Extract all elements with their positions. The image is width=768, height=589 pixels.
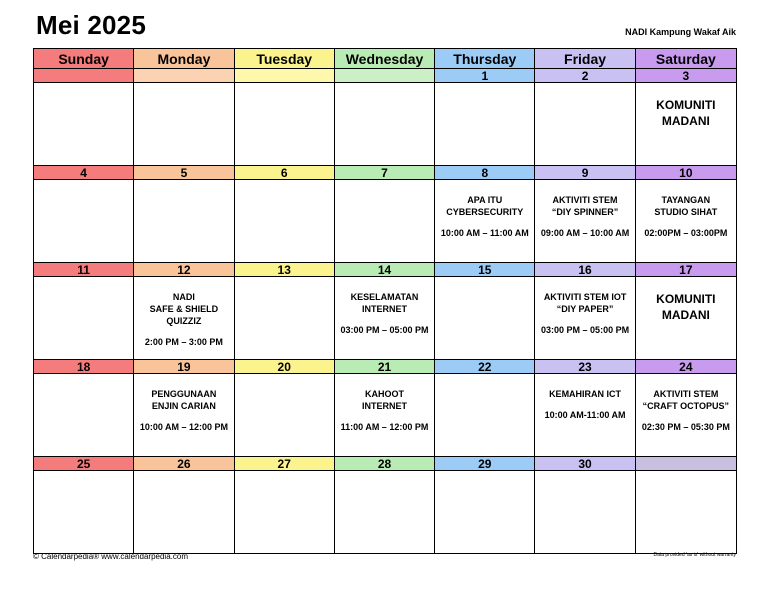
day-body: [134, 180, 233, 262]
event-time: 10:00 AM-11:00 AM: [544, 410, 626, 420]
event-title: AKTIVITI STEM “CRAFT OCTOPUS”: [642, 389, 730, 411]
day-body: [636, 180, 736, 262]
event-title: KOMUNITI MADANI: [656, 292, 716, 322]
week-row: [34, 360, 736, 457]
week-row: [34, 166, 736, 263]
day-number: [134, 69, 233, 83]
day-number: 6: [235, 166, 334, 180]
day-number: 13: [235, 263, 334, 277]
day-cell[interactable]: [34, 457, 134, 553]
weekday-saturday: Saturday: [636, 49, 736, 68]
calendar-weeks: [34, 69, 736, 553]
day-number: 9: [535, 166, 634, 180]
day-body: [134, 471, 233, 553]
day-body: [636, 277, 736, 359]
day-number: 18: [34, 360, 133, 374]
day-cell[interactable]: [34, 69, 134, 165]
day-number: 26: [134, 457, 233, 471]
day-cell[interactable]: [34, 166, 134, 262]
day-cell[interactable]: [535, 360, 635, 456]
day-body: [34, 83, 133, 165]
day-number: 10: [636, 166, 736, 180]
week-row: [34, 69, 736, 166]
day-cell[interactable]: [636, 360, 736, 456]
organization-name: NADI Kampung Wakaf Aik: [625, 27, 736, 37]
day-number: 21: [335, 360, 434, 374]
day-cell[interactable]: [636, 457, 736, 553]
day-number: 20: [235, 360, 334, 374]
day-number: 25: [34, 457, 133, 471]
day-cell[interactable]: [636, 69, 736, 165]
day-cell[interactable]: [335, 263, 435, 359]
day-body: [335, 471, 434, 553]
event-title: AKTIVITI STEM IOT “DIY PAPER”: [543, 292, 627, 314]
day-cell[interactable]: [535, 457, 635, 553]
day-cell[interactable]: [435, 360, 535, 456]
day-number: 1: [435, 69, 534, 83]
day-body: [435, 180, 534, 262]
day-cell[interactable]: [435, 69, 535, 165]
day-number: 8: [435, 166, 534, 180]
day-number: 19: [134, 360, 233, 374]
event-title: AKTIVITI STEM “DIY SPINNER”: [551, 195, 619, 217]
day-cell[interactable]: [535, 69, 635, 165]
day-body: [335, 374, 434, 456]
day-body: [34, 374, 133, 456]
day-number: 23: [535, 360, 634, 374]
day-body: [535, 471, 634, 553]
day-number: 12: [134, 263, 233, 277]
event-time: 02:00PM – 03:00PM: [644, 228, 728, 238]
day-body: [34, 277, 133, 359]
day-cell[interactable]: [335, 69, 435, 165]
event-title: APA ITU CYBERSECURITY: [446, 195, 524, 217]
day-number: 27: [235, 457, 334, 471]
weekday-wednesday: Wednesday: [335, 49, 435, 68]
day-cell[interactable]: [335, 457, 435, 553]
day-body: [34, 180, 133, 262]
day-body: [134, 83, 233, 165]
week-row: [34, 457, 736, 553]
day-body: [535, 83, 634, 165]
footer-credit: © Calendarpedia® www.calendarpedia.com: [33, 552, 188, 561]
day-cell[interactable]: [636, 166, 736, 262]
day-cell[interactable]: [235, 360, 335, 456]
day-body: [435, 374, 534, 456]
day-number: 28: [335, 457, 434, 471]
day-cell[interactable]: [335, 360, 435, 456]
day-cell[interactable]: [134, 457, 234, 553]
day-body: [636, 471, 736, 553]
day-number: 4: [34, 166, 133, 180]
weekday-header: [34, 49, 736, 69]
event-title: TAYANGAN STUDIO SIHAT: [654, 195, 718, 217]
event-time: 2:00 PM – 3:00 PM: [144, 337, 223, 347]
day-cell[interactable]: [636, 263, 736, 359]
event-time: 09:00 AM – 10:00 AM: [540, 228, 630, 238]
day-body: [435, 83, 534, 165]
day-body: [134, 277, 233, 359]
day-cell[interactable]: [34, 263, 134, 359]
day-body: [235, 180, 334, 262]
day-body: [335, 180, 434, 262]
event-title: KOMUNITI MADANI: [656, 98, 716, 128]
day-body: [235, 83, 334, 165]
day-cell[interactable]: [435, 263, 535, 359]
day-cell[interactable]: [34, 360, 134, 456]
day-number: 17: [636, 263, 736, 277]
day-body: [235, 471, 334, 553]
day-body: [235, 374, 334, 456]
day-number: [335, 69, 434, 83]
day-cell[interactable]: [535, 166, 635, 262]
day-number: 3: [636, 69, 736, 83]
weekday-sunday: Sunday: [34, 49, 134, 68]
event-time: 10:00 AM – 11:00 AM: [440, 228, 529, 238]
day-number: [34, 69, 133, 83]
day-cell[interactable]: [235, 69, 335, 165]
day-body: [636, 374, 736, 456]
event-title: KEMAHIRAN ICT: [549, 389, 622, 399]
day-number: 11: [34, 263, 133, 277]
week-row: [34, 263, 736, 360]
day-body: [535, 277, 634, 359]
event-time: 02:30 PM – 05:30 PM: [641, 422, 730, 432]
day-cell[interactable]: [235, 263, 335, 359]
footer-disclaimer: Data provided 'as is' without warranty: [653, 552, 736, 558]
day-body: [435, 471, 534, 553]
event-time: 03:00 PM – 05:00 PM: [340, 325, 429, 335]
day-body: [34, 471, 133, 553]
weekday-monday: Monday: [134, 49, 234, 68]
event-title: PENGGUNAAN ENJIN CARIAN: [151, 389, 217, 411]
day-cell[interactable]: [235, 166, 335, 262]
day-cell[interactable]: [435, 166, 535, 262]
day-cell[interactable]: [435, 457, 535, 553]
day-body: [535, 374, 634, 456]
day-number: 14: [335, 263, 434, 277]
day-number: 2: [535, 69, 634, 83]
weekday-friday: Friday: [535, 49, 635, 68]
day-cell[interactable]: [134, 69, 234, 165]
day-number: 15: [435, 263, 534, 277]
day-cell[interactable]: [335, 166, 435, 262]
day-body: [535, 180, 634, 262]
page-title: Mei 2025: [36, 10, 147, 40]
day-number: 22: [435, 360, 534, 374]
day-number: 24: [636, 360, 736, 374]
event-title: KESELAMATAN INTERNET: [350, 292, 419, 314]
event-title: KAHOOT INTERNET: [361, 389, 407, 411]
day-body: [335, 83, 434, 165]
day-number: 5: [134, 166, 233, 180]
day-body: [335, 277, 434, 359]
day-body: [636, 83, 736, 165]
day-cell[interactable]: [134, 263, 234, 359]
day-number: 16: [535, 263, 634, 277]
day-cell[interactable]: [235, 457, 335, 553]
day-number: 29: [435, 457, 534, 471]
day-cell[interactable]: [535, 263, 635, 359]
day-body: [435, 277, 534, 359]
day-number: [235, 69, 334, 83]
calendar-grid: [33, 48, 737, 554]
day-cell[interactable]: [134, 166, 234, 262]
day-number: 7: [335, 166, 434, 180]
event-title: NADI SAFE & SHIELD QUIZZIZ: [149, 292, 219, 326]
day-body: [134, 374, 233, 456]
event-time: 03:00 PM – 05:00 PM: [541, 325, 630, 335]
event-time: 10:00 AM – 12:00 PM: [139, 422, 229, 432]
day-cell[interactable]: [134, 360, 234, 456]
event-time: 11:00 AM – 12:00 PM: [340, 422, 429, 432]
weekday-tuesday: Tuesday: [235, 49, 335, 68]
day-body: [235, 277, 334, 359]
day-number: 30: [535, 457, 634, 471]
weekday-thursday: Thursday: [435, 49, 535, 68]
day-number: [636, 457, 736, 471]
